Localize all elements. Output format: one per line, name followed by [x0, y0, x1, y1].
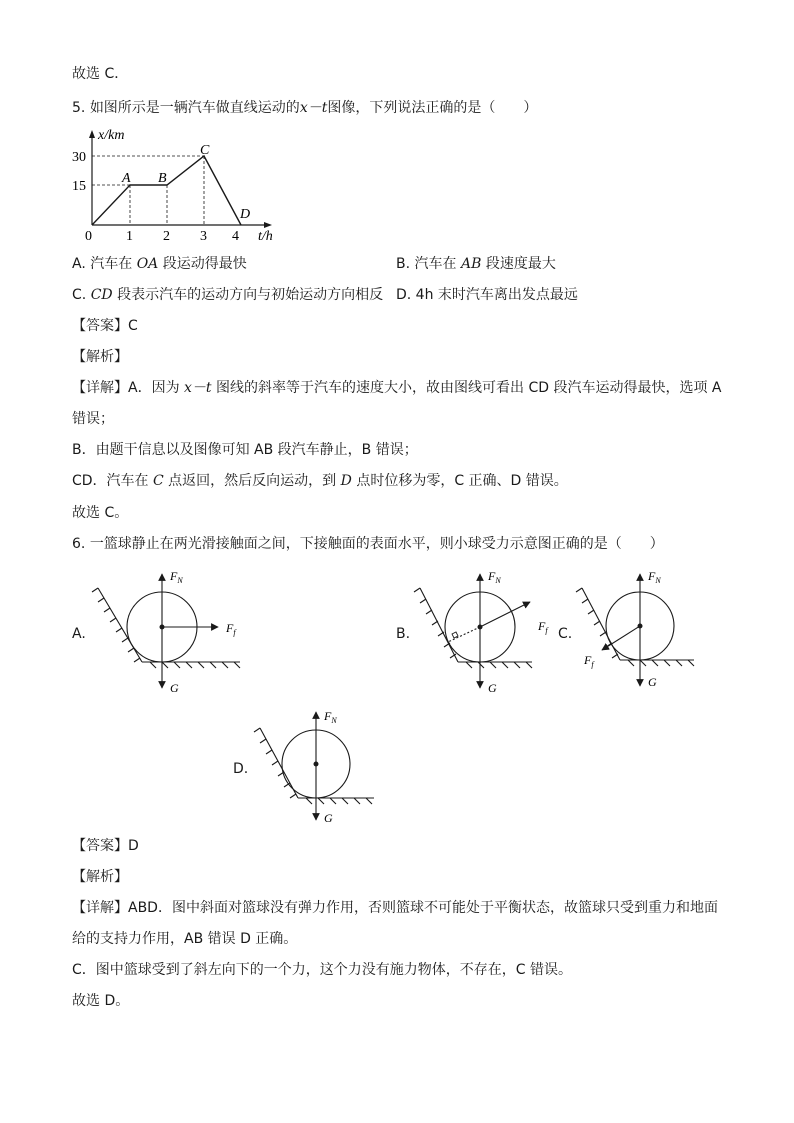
q6-figure-b [412, 566, 562, 696]
q6-fig-label-d: D. [233, 761, 249, 777]
svg-text:Ff: $F_f$ [226, 621, 236, 637]
svg-text:FN: $F_N$ [648, 569, 661, 585]
q5-detail-3: CD．汽车在 C 点返回，然后反向运动，到 D 点时位移为零，C 正确、D 错误。 [72, 473, 568, 489]
q6-conclusion: 故选 D。 [72, 993, 130, 1009]
svg-text:G: G [170, 681, 179, 695]
q5-detail-2: B．由题干信息以及图像可知 AB 段汽车静止，B 错误； [72, 442, 418, 458]
q6-figure-a [90, 566, 250, 696]
q5-option-a: A. 汽车在 OA 段运动得最快 [72, 256, 247, 272]
point-label-a: A [122, 171, 131, 186]
y-tick-15: 15 [72, 179, 86, 194]
x-tick-3: 3 [200, 229, 207, 244]
x-tick-4: 4 [232, 229, 239, 244]
svg-text:FN: $F_N$ [170, 569, 183, 585]
svg-text:G: G [488, 681, 497, 695]
q5-stem-post: 图像，下列说法正确的是（ ） [327, 100, 538, 116]
q6-fig-label-a: A. [72, 626, 86, 642]
svg-text:FN: $F_N$ [324, 709, 337, 725]
center-dot [160, 625, 165, 630]
q5-detail-1-cont: 错误； [72, 411, 114, 427]
q6-answer: 【答案】D [72, 838, 139, 854]
incline-surface [98, 588, 142, 662]
q5-xt-graph [72, 124, 280, 246]
q5-conclusion: 故选 C。 [72, 505, 129, 521]
q5-stem-pre: 如图所示是一辆汽车做直线运动的 [89, 100, 300, 116]
q6-detail-2: C．图中篮球受到了斜左向下的一个力，这个力没有施力物体，不存在，C 错误。 [72, 962, 572, 978]
q6-analysis-tag: 【解析】 [72, 869, 128, 885]
q5-answer: 【答案】C [72, 318, 138, 334]
q6-figure-d [252, 708, 382, 828]
x-axis-arrow-icon [264, 222, 272, 228]
q6-fig-label-c: C. [558, 626, 573, 642]
incline-hatch [92, 588, 140, 662]
q6-detail-1: 【详解】ABD．图中斜面对篮球没有弹力作用，否则篮球不可能处于平衡状态，故篮球只受到重力和地面 [72, 900, 718, 916]
q5-stem [72, 98, 537, 118]
prev-conclusion: 故选 C． [72, 66, 129, 82]
point-label-b: B [158, 171, 167, 186]
q6-figure-c [574, 566, 704, 696]
q5-option-c: C. CD 段表示汽车的运动方向与初始运动方向相反 [72, 287, 384, 303]
q5-detail-1: 【详解】A．因为 x－t 图线的斜率等于汽车的速度大小，故由图线可看出 CD 段汽车运动得最快，选项 A [72, 380, 722, 396]
q5-option-d: D. 4h 末时汽车离出发点最远 [396, 287, 578, 303]
x-tick-0: 0 [85, 229, 92, 244]
y-tick-30: 30 [72, 150, 86, 165]
q5-stem-var: x－t [299, 100, 328, 116]
x-tick-2: 2 [163, 229, 170, 244]
q5-number: 5. [72, 100, 86, 116]
point-label-c: C [200, 143, 210, 158]
q5-option-b: B. 汽车在 AB 段速度最大 [396, 256, 556, 272]
x-axis-label: t/h [258, 229, 273, 244]
y-axis-arrow-icon [89, 130, 95, 138]
q6-stem: 6. 一篮球静止在两光滑接触面之间，下接触面的表面水平，则小球受力示意图正确的是（ ） [72, 536, 664, 552]
q6-fig-label-b: B. [396, 626, 411, 642]
ground-hatch [150, 662, 240, 668]
y-axis-label: x/km [98, 128, 125, 143]
xt-line [92, 156, 241, 225]
svg-text:G: G [324, 811, 333, 825]
svg-text:G: G [648, 675, 657, 689]
q6-detail-1-cont: 给的支持力作用，AB 错误 D 正确。 [72, 931, 298, 947]
svg-text:Ff: $F_f$ [584, 653, 594, 669]
point-label-d: D [240, 207, 251, 222]
x-tick-1: 1 [126, 229, 133, 244]
svg-text:Ff: $F_f$ [538, 619, 548, 635]
q5-analysis-tag: 【解析】 [72, 349, 128, 365]
svg-text:FN: $F_N$ [488, 569, 501, 585]
